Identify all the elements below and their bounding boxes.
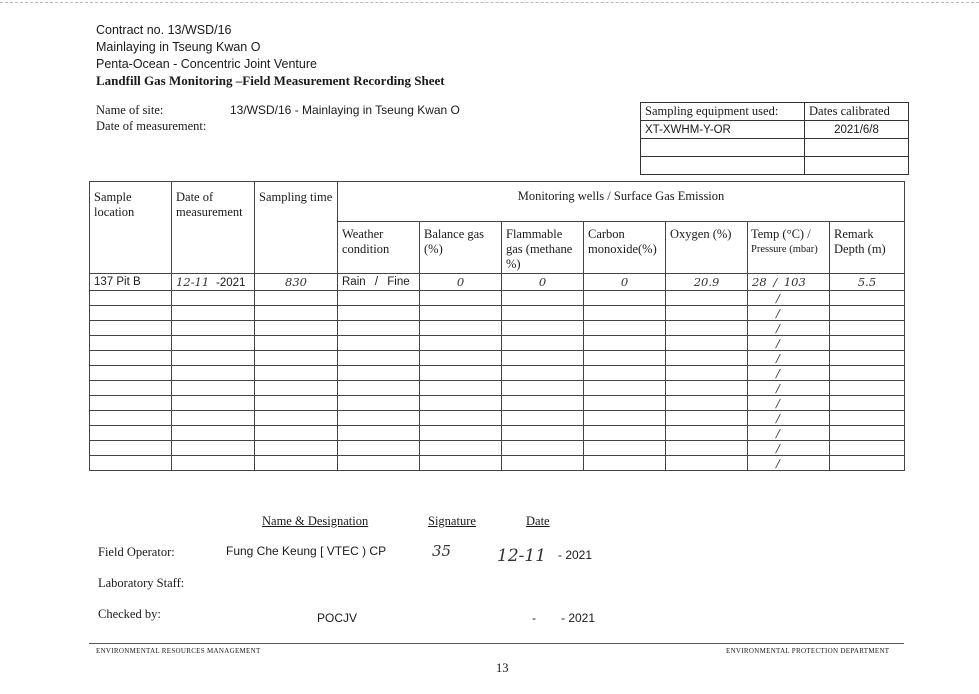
- header-flammable-gas: Flammable gas (methane %): [502, 222, 584, 274]
- cell-weather-a: Rain: [342, 276, 366, 288]
- footer-divider: [89, 643, 904, 644]
- field-operator-date-hand: 12-11: [497, 546, 547, 566]
- footer-left: ENVIRONMENTAL RESOURCES MANAGEMENT: [96, 647, 261, 655]
- site-name-label: Name of site:: [96, 103, 164, 117]
- checked-by-date-year: - 2021: [561, 611, 596, 625]
- calibrated-header: Dates calibrated: [805, 103, 909, 121]
- header-sample-location: Sample location: [90, 182, 172, 274]
- cell-weather-b: Fine: [387, 276, 410, 288]
- header-date-of-measurement: Date of measurement: [172, 182, 255, 274]
- equipment-empty-cell: [641, 157, 805, 175]
- cell-location: 137 Pit B: [90, 274, 172, 291]
- header-carbon-monoxide: Carbon monoxide(%): [584, 222, 666, 274]
- contract-number: Contract no. 13/WSD/16: [96, 23, 232, 37]
- laboratory-staff-label: Laboratory Staff:: [98, 576, 185, 590]
- calibrated-empty-cell: [805, 139, 909, 157]
- header-monitoring-group: Monitoring wells / Surface Gas Emission: [338, 182, 905, 222]
- top-scan-line: [0, 2, 979, 3]
- cell-remark: 5.5: [830, 274, 905, 291]
- table-row: /: [90, 336, 905, 351]
- table-row: /: [90, 381, 905, 396]
- table-row: /: [90, 426, 905, 441]
- field-operator-date-year: - 2021: [558, 548, 593, 562]
- table-row: /: [90, 441, 905, 456]
- cell-pressure: 103: [783, 275, 806, 289]
- page-number: 13: [496, 661, 509, 675]
- name-designation-header: Name & Designation: [262, 514, 369, 528]
- table-row: /: [90, 411, 905, 426]
- checked-by-name: POCJV: [317, 611, 358, 625]
- cell-temp-pressure: 28 / 103: [748, 274, 830, 291]
- date-of-measurement-label: Date of measurement:: [96, 119, 207, 133]
- header-remark: Remark Depth (m): [830, 222, 905, 274]
- equipment-table: [640, 102, 909, 175]
- cell-weather: [338, 274, 420, 291]
- header-pressure: Pressure (mbar): [751, 244, 818, 255]
- cell-date-year: -2021: [216, 276, 246, 289]
- table-row: /: [90, 351, 905, 366]
- checked-by-label: Checked by:: [98, 607, 161, 621]
- header-weather: Weather condition: [338, 222, 420, 274]
- table-row: /: [90, 396, 905, 411]
- field-operator-label: Field Operator:: [98, 545, 175, 559]
- cell-date-hand: 12-11: [176, 274, 210, 289]
- table-row: [90, 274, 905, 291]
- checked-by-date-dash: -: [532, 611, 536, 625]
- equipment-header: Sampling equipment used:: [641, 103, 805, 121]
- table-row: /: [90, 291, 905, 306]
- sheet-title: Landfill Gas Monitoring –Field Measurement Recording Sheet: [96, 73, 445, 88]
- equipment-empty-cell: [641, 139, 805, 157]
- contractor-name: Penta-Ocean - Concentric Joint Venture: [96, 57, 317, 71]
- field-operator-signature: 35: [432, 542, 452, 560]
- cell-balance-gas: 0: [420, 274, 502, 291]
- cell-carbon-monoxide: 0: [584, 274, 666, 291]
- calibrated-empty-cell: [805, 157, 909, 175]
- table-row: /: [90, 321, 905, 336]
- equipment-value: XT-XWHM-Y-OR: [641, 121, 805, 139]
- monitoring-table: [89, 181, 905, 471]
- field-operator-name: Fung Che Keung [ VTEC ) CP: [226, 544, 387, 558]
- cell-oxygen: 20.9: [666, 274, 748, 291]
- cell-time: 830: [255, 274, 338, 291]
- footer-right: ENVIRONMENTAL PROTECTION DEPARTMENT: [726, 647, 890, 655]
- cell-weather-sep: /: [374, 276, 379, 288]
- header-temp: Temp (°C) /: [751, 227, 811, 241]
- cell-temp: 28: [752, 275, 767, 289]
- cell-date: [172, 274, 255, 291]
- table-row: /: [90, 366, 905, 381]
- header-temp-pressure: [748, 222, 830, 274]
- cell-flammable: 0: [502, 274, 584, 291]
- site-name-value: 13/WSD/16 - Mainlaying in Tseung Kwan O: [230, 103, 460, 117]
- header-balance-gas: Balance gas (%): [420, 222, 502, 274]
- project-name: Mainlaying in Tseung Kwan O: [96, 40, 261, 54]
- date-header: Date: [526, 514, 550, 528]
- calibrated-value: 2021/6/8: [805, 121, 909, 139]
- table-row: /: [90, 456, 905, 471]
- header-oxygen: Oxygen (%): [666, 222, 748, 274]
- signature-header: Signature: [428, 514, 476, 528]
- table-row: /: [90, 306, 905, 321]
- header-sampling-time: Sampling time: [255, 182, 338, 274]
